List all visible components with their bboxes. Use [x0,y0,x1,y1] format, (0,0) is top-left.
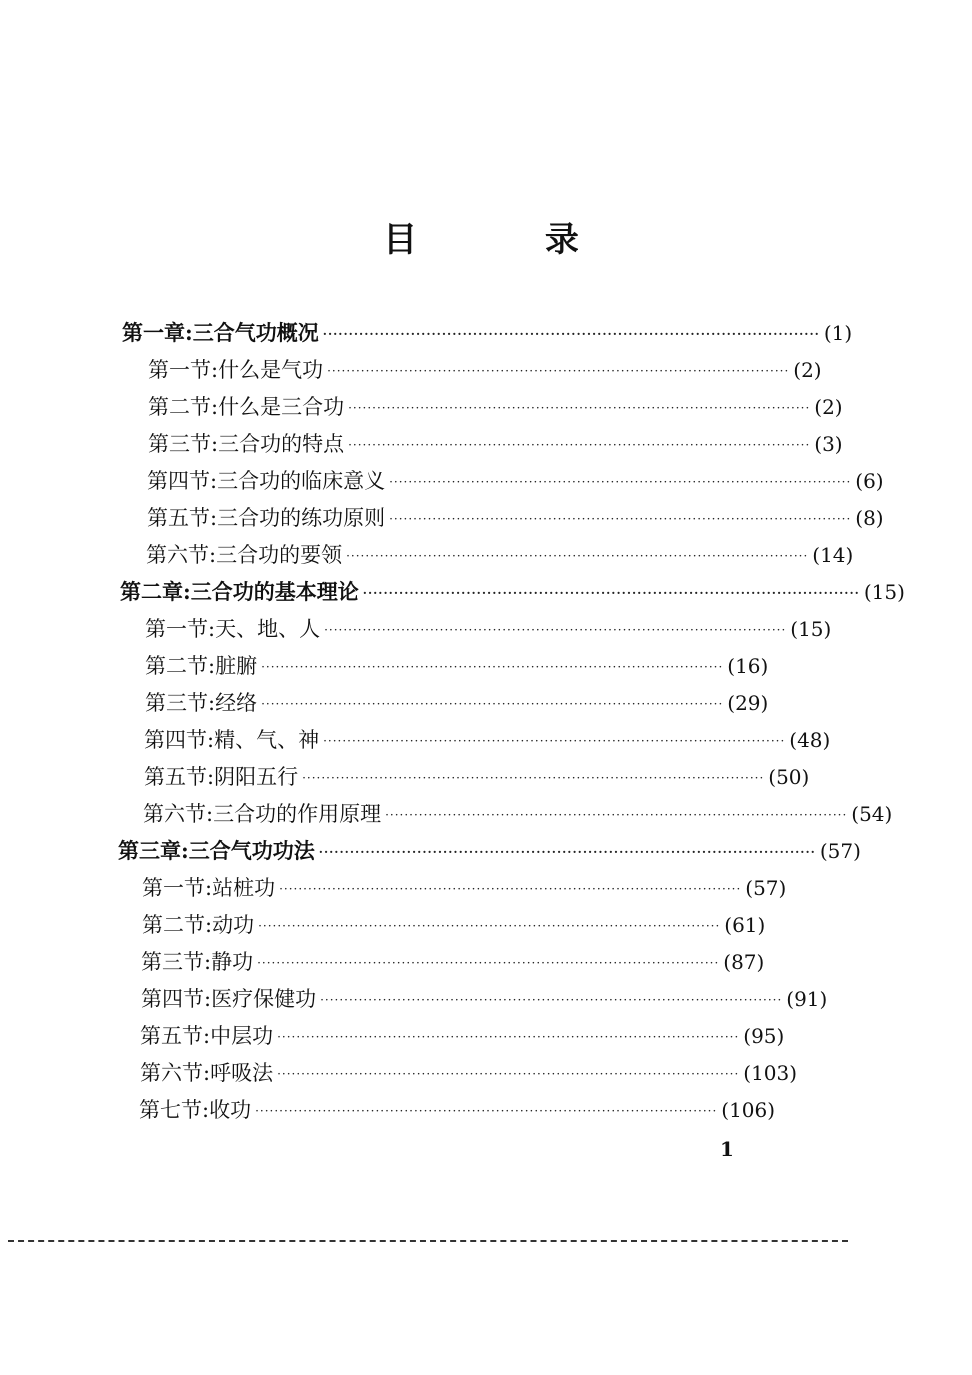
toc-entry-page: (15) [790,617,832,641]
toc-entry-section [139,1095,776,1125]
toc-entry-label: 第四节:精、气、神 [144,728,320,752]
toc-entry-page: (106) [721,1098,776,1122]
toc-entry-section [148,355,822,385]
toc-entry-section [142,910,766,940]
toc-entry-section [147,466,884,496]
toc-entry-page: (57) [819,839,861,863]
toc-entry-label: 第六节:三合功的要领 [146,543,343,567]
toc-entry-page: (2) [793,358,822,382]
toc-entry-label: 第一节:站桩功 [142,876,276,900]
toc-entry-chapter-2 [120,577,905,607]
leader-dots: ································································································ [362,586,860,600]
toc-entry-section [148,429,843,459]
leader-dots: ································································································ [302,771,765,785]
leader-dots: ································································································ [348,401,811,415]
toc-entry-chapter-3 [118,836,861,866]
toc-entry-page: (2) [814,395,843,419]
toc-entry-label: 第三节:静功 [141,950,254,974]
toc-entry-label: 第二节:什么是三合功 [148,395,345,419]
toc-entry-page: (3) [814,432,843,456]
toc-entry-label: 第四节:医疗保健功 [141,987,317,1011]
toc-entry-label: 第五节:三合功的练功原则 [147,506,386,530]
toc-entry-page: (15) [863,580,905,604]
toc-entry-page: (54) [851,802,893,826]
toc-entry-page: (57) [745,876,787,900]
leader-dots: ································································································ [277,1030,740,1044]
toc-entry-label: 第三节:经络 [145,691,258,715]
toc-entry-section [144,762,810,792]
toc-entry-page: (14) [812,543,854,567]
leader-dots: ································································································ [348,438,811,452]
toc-entry-label: 第一节:什么是气功 [148,358,324,382]
toc-entry-label: 第五节:中层功 [140,1024,274,1048]
toc-entry-label: 第二节:脏腑 [145,654,258,678]
leader-dots: ································································································ [389,512,852,526]
toc-entry-page: (61) [724,913,766,937]
toc-entry-section [143,799,893,829]
leader-dots: ································································································ [277,1067,740,1081]
toc-entry-label: 第二节:动功 [142,913,255,937]
toc-entry-section [141,947,763,977]
toc-entry-page: (50) [768,765,810,789]
toc-entry-page: (6) [855,469,884,493]
toc-entry-label: 第三节:三合功的特点 [148,432,345,456]
leader-dots: ································································································ [258,919,721,933]
page-number: 1 [720,1137,734,1161]
leader-dots: ································································································ [257,956,720,970]
toc-entry-label: 第七节:收功 [139,1098,252,1122]
toc-entry-section [142,873,787,903]
leader-dots: ································································································ [389,475,852,489]
leader-dots: ································································································ [261,660,724,674]
toc-entry-label: 第二章:三合功的基本理论 [120,579,359,604]
leader-dots: ································································································ [261,697,724,711]
toc-entry-page: (87) [723,950,765,974]
toc-entry-label: 第五节:阴阳五行 [144,765,299,789]
toc-entry-page: (29) [727,691,769,715]
toc-entry-page: (95) [743,1024,785,1048]
toc-entry-section [148,392,843,422]
toc-entry-page: (103) [743,1061,798,1085]
bottom-rule [8,1240,848,1242]
leader-dots: ································································································ [346,549,809,563]
toc-entry-section [145,651,769,681]
toc-entry-label: 第四节:三合功的临床意义 [147,469,386,493]
toc-entry-label: 第一章:三合气功概况 [122,320,319,345]
toc-entry-page: (8) [855,506,884,530]
toc-entry-section [141,984,828,1014]
toc-entry-section [147,503,884,533]
toc-entry-section [145,688,769,718]
toc-entry-section [144,725,831,755]
toc-entry-section [140,1021,785,1051]
toc-entry-page: (91) [786,987,828,1011]
toc-entry-label: 第三章:三合气功功法 [118,838,315,863]
leader-dots: ································································································ [320,993,783,1007]
leader-dots: ································································································ [385,808,848,822]
leader-dots: ································································································ [324,623,787,637]
toc-entry-chapter-1 [122,318,853,348]
toc-entry-page: (48) [789,728,831,752]
leader-dots: ································································································ [327,364,790,378]
page-title: 目 录 [383,220,637,260]
toc-entry-page: (16) [727,654,769,678]
leader-dots: ································································································ [255,1104,718,1118]
toc-entry-section [140,1058,798,1088]
toc-entry-label: 第六节:三合功的作用原理 [143,802,382,826]
toc-entry-section [146,540,854,570]
leader-dots: ································································································ [318,845,816,859]
leader-dots: ································································································ [279,882,742,896]
toc-entry-page: (1) [823,321,853,345]
toc-entry-section [145,614,832,644]
leader-dots: ································································································ [323,734,786,748]
toc-entry-label: 第一节:天、地、人 [145,617,321,641]
toc-entry-label: 第六节:呼吸法 [140,1061,274,1085]
leader-dots: ································································································ [322,327,820,341]
